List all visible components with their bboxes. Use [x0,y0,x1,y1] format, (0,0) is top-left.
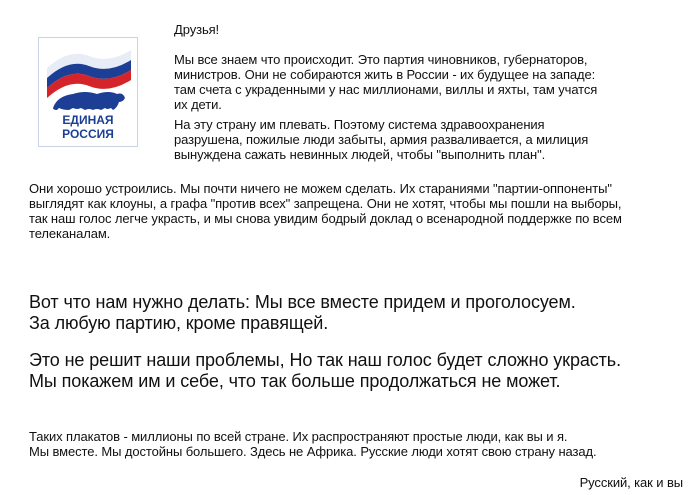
signature: Русский, как и вы [579,475,683,490]
paragraph-officials: Мы все знаем что происходит. Это партия чиновников, губернаторов, министров. Они не собираются жить в России - их будущее на западе: там счета с украденными у нас миллионами, виллы и яхты, там учатся их дети. [174,52,598,112]
paragraph-country: На эту страну им плевать. Поэтому система здравоохранения разрушена, пожилые люди забыты, армия разваливается, а милиция вынуждена сажать невинных людей, чтобы "выполнить план". [174,117,589,162]
party-logo-graphic [39,38,137,146]
call-to-action-vote: Вот что нам нужно делать: Мы все вместе придем и проголосуем. За любую партию, кроме правящей. [29,292,576,333]
logo-text-line1: ЕДИНАЯ [62,113,114,127]
footer-text: Таких плакатов - миллионы по всей стране. Их распространяют простые люди, как вы и я. Мы вместе. Мы достойны большего. Здесь не Африка. Русские люди хотят свою страну назад. [29,429,597,459]
call-to-action-result: Это не решит наши проблемы, Но так наш голос будет сложно украсть. Мы покажем им и себе, что так больше продолжаться не может. [29,350,621,391]
logo-text-line2: РОССИЯ [62,127,114,141]
bear-icon [53,92,125,110]
paragraph-elections: Они хорошо устроились. Мы почти ничего не можем сделать. Их стараниями "партии-оппоненты" выглядят как клоуны, а графа "против всех" запрещена. Они не хотят, чтобы мы пошли на выборы, так наш голос легче украсть, и мы снова увидим бодрый доклад о всенародной поддержке по всем телеканалам. [29,181,622,241]
party-logo [38,37,138,147]
greeting: Друзья! [174,22,220,37]
